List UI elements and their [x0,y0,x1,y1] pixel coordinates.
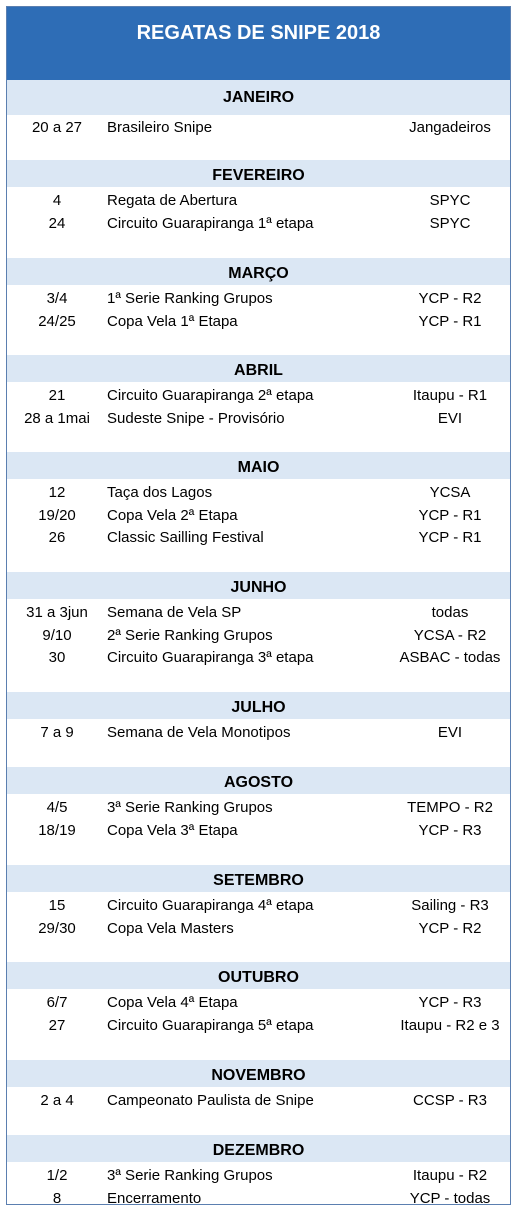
event-row [7,625,510,647]
event-venue: CCSP - R3 [413,1092,487,1109]
event-row [7,482,510,504]
event-venue: YCP - R3 [418,821,482,839]
month-heading: FEVEREIRO [7,160,510,187]
event-date: 4 [52,192,62,209]
event-venue: Jangadeiros [409,119,491,136]
event-date: 31 a 3jun [26,604,88,621]
event-name: Classic Sailling Festival [107,529,264,546]
event-row [7,1188,510,1210]
event-date: 26 [48,529,66,546]
event-name: 1ª Serie Ranking Grupos [107,290,273,307]
event-row [7,1165,510,1187]
event-row [7,797,510,819]
event-row [7,213,510,235]
event-date: 24/25 [38,312,76,330]
event-name: 2ª Serie Ranking Grupos [107,626,273,644]
event-venue: YCP - R1 [418,506,482,524]
event-name: Taça dos Lagos [107,484,213,501]
event-venue: SPYC [429,192,471,209]
event-date: 24 [48,214,66,232]
event-name: Encerramento [107,1189,202,1207]
event-venue: EVI [437,409,463,427]
month-heading: JANEIRO [7,80,510,115]
event-date: 2 a 4 [40,1092,74,1109]
event-venue: YCP - R2 [418,290,482,307]
event-row [7,190,510,212]
event-row [7,288,510,310]
event-name: Circuito Guarapiranga 5ª etapa [107,1016,314,1034]
event-date: 1/2 [46,1167,68,1184]
event-row [7,527,510,549]
event-name: Sudeste Snipe - Provisório [107,409,285,427]
event-venue: Itaupu - R2 e 3 [400,1016,500,1034]
event-name: Copa Vela Masters [107,919,234,937]
event-venue: ASBAC - todas [399,649,501,666]
event-venue: Itaupu - R2 [412,1167,488,1184]
month-heading: DEZEMBRO [7,1135,510,1162]
event-date: 20 a 27 [31,119,83,136]
event-date: 15 [48,897,66,914]
event-name: Semana de Vela Monotipos [107,724,291,741]
event-name: Brasileiro Snipe [107,119,213,136]
event-row [7,722,510,744]
month-heading: OUTUBRO [7,962,510,989]
event-venue: todas [431,604,469,621]
event-row [7,602,510,624]
event-date: 8 [52,1189,62,1207]
event-venue: Sailing - R3 [411,897,489,914]
event-date: 19/20 [38,506,76,524]
event-date: 30 [48,649,66,666]
event-venue: SPYC [429,214,471,232]
event-name: Copa Vela 3ª Etapa [107,821,238,839]
month-heading: AGOSTO [7,767,510,794]
event-venue: TEMPO - R2 [407,799,493,816]
month-heading: ABRIL [7,355,510,382]
event-date: 21 [48,387,66,404]
event-name: Campeonato Paulista de Snipe [107,1092,314,1109]
event-venue: EVI [437,724,463,741]
event-venue: YCP - todas [409,1189,491,1207]
regatta-calendar [6,6,511,1205]
event-date: 4/5 [46,799,68,816]
event-date: 29/30 [38,919,76,937]
event-name: Circuito Guarapiranga 3ª etapa [107,649,314,666]
event-name: Circuito Guarapiranga 1ª etapa [107,214,314,232]
event-name: Copa Vela 4ª Etapa [107,994,238,1011]
event-row [7,117,510,139]
event-row [7,820,510,842]
event-date: 9/10 [42,626,72,644]
event-row [7,505,510,527]
event-name: Regata de Abertura [107,192,238,209]
event-name: Semana de Vela SP [107,604,242,621]
month-heading: MAIO [7,452,510,479]
month-heading: SETEMBRO [7,865,510,892]
event-row [7,895,510,917]
event-date: 12 [48,484,66,501]
event-row [7,385,510,407]
event-row [7,992,510,1014]
event-venue: YCP - R2 [418,919,482,937]
event-date: 7 a 9 [40,724,74,741]
event-name: Copa Vela 2ª Etapa [107,506,238,524]
month-heading: MARÇO [7,258,510,285]
event-name: 3ª Serie Ranking Grupos [107,1167,273,1184]
event-name: Circuito Guarapiranga 2ª etapa [107,387,314,404]
event-date: 18/19 [38,821,76,839]
event-date: 3/4 [46,290,68,307]
event-venue: Itaupu - R1 [412,387,488,404]
event-row [7,1090,510,1112]
calendar-title: REGATAS DE SNIPE 2018 [7,7,510,80]
event-venue: YCSA [429,484,471,501]
month-heading: NOVEMBRO [7,1060,510,1087]
event-row [7,918,510,940]
event-date: 6/7 [46,994,68,1011]
event-name: 3ª Serie Ranking Grupos [107,799,273,816]
event-row [7,1015,510,1037]
event-date: 28 a 1mai [24,409,90,427]
event-name: Copa Vela 1ª Etapa [107,312,238,330]
event-row [7,408,510,430]
event-name: Circuito Guarapiranga 4ª etapa [107,897,314,914]
event-venue: YCSA - R2 [413,626,487,644]
event-row [7,647,510,669]
event-venue: YCP - R1 [418,529,482,546]
month-heading: JULHO [7,692,510,719]
event-row [7,311,510,333]
event-venue: YCP - R1 [418,312,482,330]
event-venue: YCP - R3 [418,994,482,1011]
month-heading: JUNHO [7,572,510,599]
event-date: 27 [48,1016,66,1034]
